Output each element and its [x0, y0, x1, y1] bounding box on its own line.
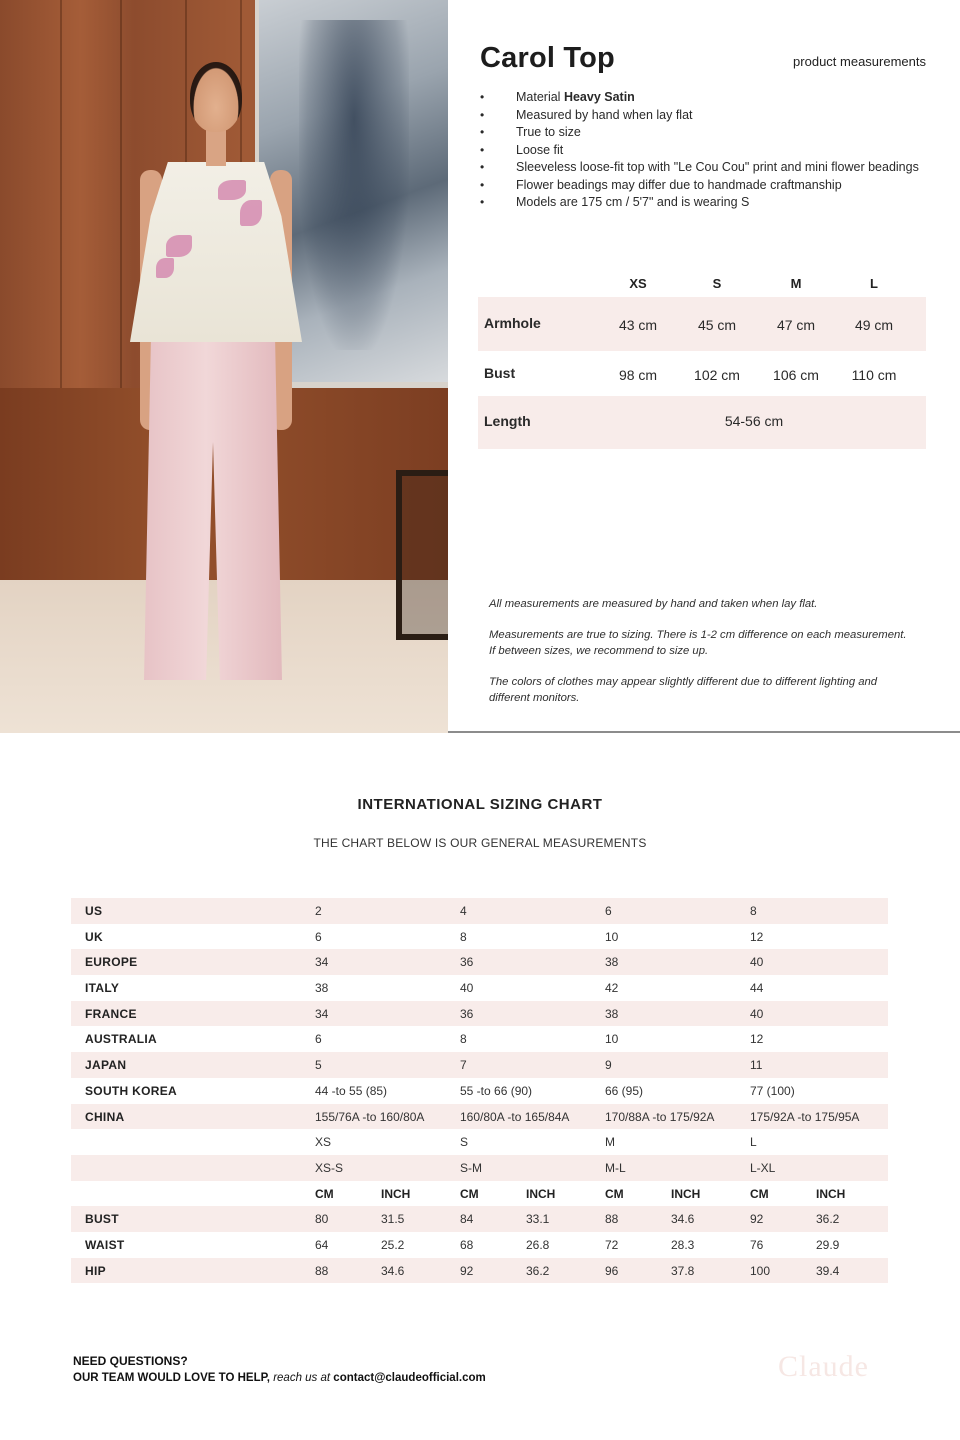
size-cell: 38 [605, 955, 619, 970]
measurement-cell: 92 [460, 1263, 474, 1278]
body-measurement-row [71, 1258, 888, 1284]
flower-print [156, 258, 174, 278]
measurement-cell: 100 [750, 1263, 771, 1278]
detail-item [480, 142, 926, 160]
sizing-row [71, 1026, 888, 1052]
measurement-cell: 28.3 [671, 1237, 695, 1252]
detail-text: True to size [516, 125, 581, 139]
size-cell: 40 [750, 955, 764, 970]
measurement-cell: 39.4 [816, 1263, 840, 1278]
measurement-cell: 92 [750, 1212, 764, 1227]
measurement-value: 110 cm [851, 367, 897, 383]
size-cell: 175/92A -to 175/95A [750, 1109, 860, 1124]
region-label: CHINA [85, 1109, 125, 1124]
measurement-value: 98 cm [618, 367, 658, 383]
size-cell: 38 [605, 1006, 619, 1021]
international-sizing-table [71, 898, 888, 1283]
measurement-cell: 34.6 [381, 1263, 405, 1278]
model-pants [144, 340, 282, 680]
size-cell: S [460, 1135, 469, 1150]
detail-text: Models are 175 cm / 5'7" and is wearing S [516, 195, 750, 209]
footer-question: NEED QUESTIONS? [73, 1354, 188, 1368]
size-cell: 160/80A -to 165/84A [460, 1109, 570, 1124]
flower-print [240, 200, 262, 226]
product-measurements-table [478, 270, 926, 449]
sizing-chart-subtitle: THE CHART BELOW IS OUR GENERAL MEASUREMENTS [313, 836, 647, 850]
size-cell: 10 [605, 1032, 619, 1047]
measurement-value: 45 cm [697, 317, 737, 333]
region-label: FRANCE [85, 1006, 137, 1021]
measurement-value: 49 cm [854, 317, 894, 333]
measurement-row-length [478, 396, 926, 449]
footer-reach-text: reach us at [273, 1372, 334, 1384]
footer-help-text: OUR TEAM WOULD LOVE TO HELP, [73, 1372, 274, 1384]
note-text: All measurements are measured by hand and taken when lay flat. [489, 598, 818, 610]
unit-header: CM [750, 1186, 769, 1201]
detail-item [480, 124, 926, 142]
unit-header: CM [315, 1186, 334, 1201]
size-cell: S-M [460, 1160, 482, 1175]
size-cell: M-L [605, 1160, 626, 1175]
sizing-row [71, 1129, 888, 1155]
body-measurement-label: HIP [85, 1263, 106, 1278]
size-header: S [712, 276, 722, 291]
measurement-cell: 68 [460, 1237, 474, 1252]
measurement-cell: 37.8 [671, 1263, 695, 1278]
sizing-row [71, 1078, 888, 1104]
unit-header: CM [605, 1186, 624, 1201]
flower-print [166, 235, 192, 257]
region-label: EUROPE [85, 955, 138, 970]
size-cell: 8 [750, 904, 757, 918]
region-label: UK [85, 929, 103, 944]
measurement-cell: 64 [315, 1237, 329, 1252]
size-cell: XS [315, 1135, 332, 1150]
detail-item [480, 159, 926, 177]
contact-footer [73, 1353, 486, 1387]
detail-text: Loose fit [516, 142, 564, 157]
size-cell: 66 (95) [605, 1083, 644, 1098]
size-cell: 155/76A -to 160/80A [315, 1109, 425, 1124]
detail-item [480, 177, 926, 195]
detail-text: Flower beadings may differ due to handmade craftmanship [516, 177, 842, 192]
body-measurement-row [71, 1232, 888, 1258]
size-cell: XS-S [315, 1160, 344, 1175]
region-label: JAPAN [85, 1058, 127, 1073]
detail-item [480, 194, 926, 212]
sizing-chart-title: INTERNATIONAL SIZING CHART [357, 796, 603, 813]
note-text: Measurements are true to sizing. There is 1-2 cm difference on each measurement. If between sizes, we recommend to size up. [489, 629, 907, 657]
detail-text: Material [516, 90, 564, 104]
measurement-cell: 88 [315, 1263, 329, 1278]
measurement-cell: 29.9 [816, 1237, 840, 1252]
size-cell: 7 [460, 1058, 467, 1073]
size-cell: 6 [605, 904, 612, 918]
measurement-cell: 72 [605, 1237, 619, 1252]
contact-email-link[interactable]: contact@claudeofficial.com [333, 1372, 486, 1384]
size-cell: 170/88A -to 175/92A [605, 1109, 715, 1124]
sizing-row [71, 1052, 888, 1078]
sizing-row [71, 975, 888, 1001]
size-header: M [790, 276, 802, 291]
size-cell: 6 [315, 929, 322, 944]
measurement-cell: 88 [605, 1212, 619, 1227]
footer-help [73, 1370, 486, 1387]
size-cell: 8 [460, 1032, 467, 1047]
size-cell: 4 [460, 904, 467, 918]
region-label: ITALY [85, 981, 120, 996]
unit-header-row [71, 1181, 888, 1207]
sizing-row [71, 1001, 888, 1027]
size-cell: 36 [460, 1006, 474, 1021]
size-cell: 77 (100) [750, 1083, 795, 1098]
model-head [190, 62, 242, 132]
measurement-cell: 84 [460, 1212, 474, 1227]
measurement-cell: 96 [605, 1263, 619, 1278]
measurement-cell: 36.2 [816, 1212, 840, 1227]
product-details-list [480, 89, 926, 212]
size-cell: 40 [750, 1006, 764, 1021]
size-cell: 44 -to 55 (85) [315, 1083, 388, 1098]
unit-header: INCH [816, 1186, 846, 1201]
side-table [396, 470, 448, 640]
size-cell: 40 [460, 981, 474, 996]
product-subtitle: product measurements [793, 54, 926, 69]
size-cell: 12 [750, 929, 764, 944]
size-cell: 34 [315, 1006, 329, 1021]
detail-item [480, 107, 926, 125]
measurement-label: Bust [484, 365, 516, 381]
detail-text: Sleeveless loose-fit top with "Le Cou Cou" print and mini flower beadings [516, 160, 919, 174]
measurement-cell: 31.5 [381, 1212, 405, 1227]
size-cell: 2 [315, 904, 322, 918]
size-cell: L-XL [750, 1160, 776, 1175]
measurement-label: Length [484, 413, 531, 429]
unit-header: INCH [526, 1186, 556, 1201]
size-cell: 6 [315, 1032, 322, 1047]
sizing-row [71, 949, 888, 975]
size-cell: 42 [605, 981, 619, 996]
measurement-value: 43 cm [618, 317, 658, 333]
body-measurement-label: WAIST [85, 1237, 125, 1252]
size-header: L [870, 276, 878, 291]
size-cell: 36 [460, 955, 474, 970]
measurement-value: 106 cm [773, 367, 819, 383]
size-cell: M [605, 1135, 615, 1150]
section-divider [448, 731, 960, 733]
unit-header: INCH [381, 1186, 411, 1201]
unit-header: CM [460, 1186, 479, 1201]
unit-header: INCH [671, 1186, 701, 1201]
detail-text: Measured by hand when lay flat [516, 107, 693, 122]
flower-print [218, 180, 246, 200]
measurement-cell: 36.2 [526, 1263, 550, 1278]
size-header: XS [629, 276, 647, 291]
model-neck [206, 126, 226, 166]
measurement-value: 47 cm [776, 317, 816, 333]
measurement-value: 102 cm [694, 367, 740, 383]
size-cell: 55 -to 66 (90) [460, 1083, 533, 1098]
detail-highlight: Heavy Satin [563, 90, 635, 104]
model-figure [128, 60, 303, 700]
measurement-label: Armhole [484, 315, 541, 331]
measurement-notes [489, 596, 909, 721]
measurement-cell: 26.8 [526, 1237, 550, 1252]
measurement-cell: 34.6 [671, 1212, 695, 1227]
size-cell: 10 [605, 929, 619, 944]
product-photo [0, 0, 448, 733]
size-cell: 44 [750, 981, 764, 996]
measurement-cell: 33.1 [526, 1212, 550, 1227]
measurement-row-bust [478, 351, 926, 396]
measurement-cell: 25.2 [381, 1237, 405, 1252]
sizing-row [71, 1155, 888, 1181]
size-cell: 9 [605, 1058, 612, 1073]
region-label: SOUTH KOREA [85, 1083, 177, 1098]
note-text: The colors of clothes may appear slightly different due to different lighting and different monitors. [489, 676, 878, 704]
size-cell: 8 [460, 929, 467, 944]
body-measurement-label: BUST [85, 1212, 119, 1227]
size-cell: 5 [315, 1058, 322, 1073]
size-cell: 12 [750, 1032, 764, 1047]
sizing-row [71, 1104, 888, 1130]
brand-watermark: Claude [778, 1350, 869, 1383]
measurement-cell: 76 [750, 1237, 764, 1252]
size-header-row [478, 270, 926, 297]
size-cell: L [750, 1135, 757, 1150]
product-title: Carol Top [480, 42, 615, 74]
sizing-row [71, 924, 888, 950]
measurement-value: 54-56 cm [724, 413, 784, 429]
size-cell: 38 [315, 981, 329, 996]
sizing-row [71, 898, 888, 924]
region-label: AUSTRALIA [85, 1032, 158, 1047]
measurement-row-armhole [478, 297, 926, 351]
size-cell: 34 [315, 955, 329, 970]
measurement-cell: 80 [315, 1212, 329, 1227]
region-label: US [85, 904, 103, 918]
body-measurement-row [71, 1206, 888, 1232]
detail-item [480, 89, 926, 107]
size-cell: 11 [750, 1058, 763, 1073]
